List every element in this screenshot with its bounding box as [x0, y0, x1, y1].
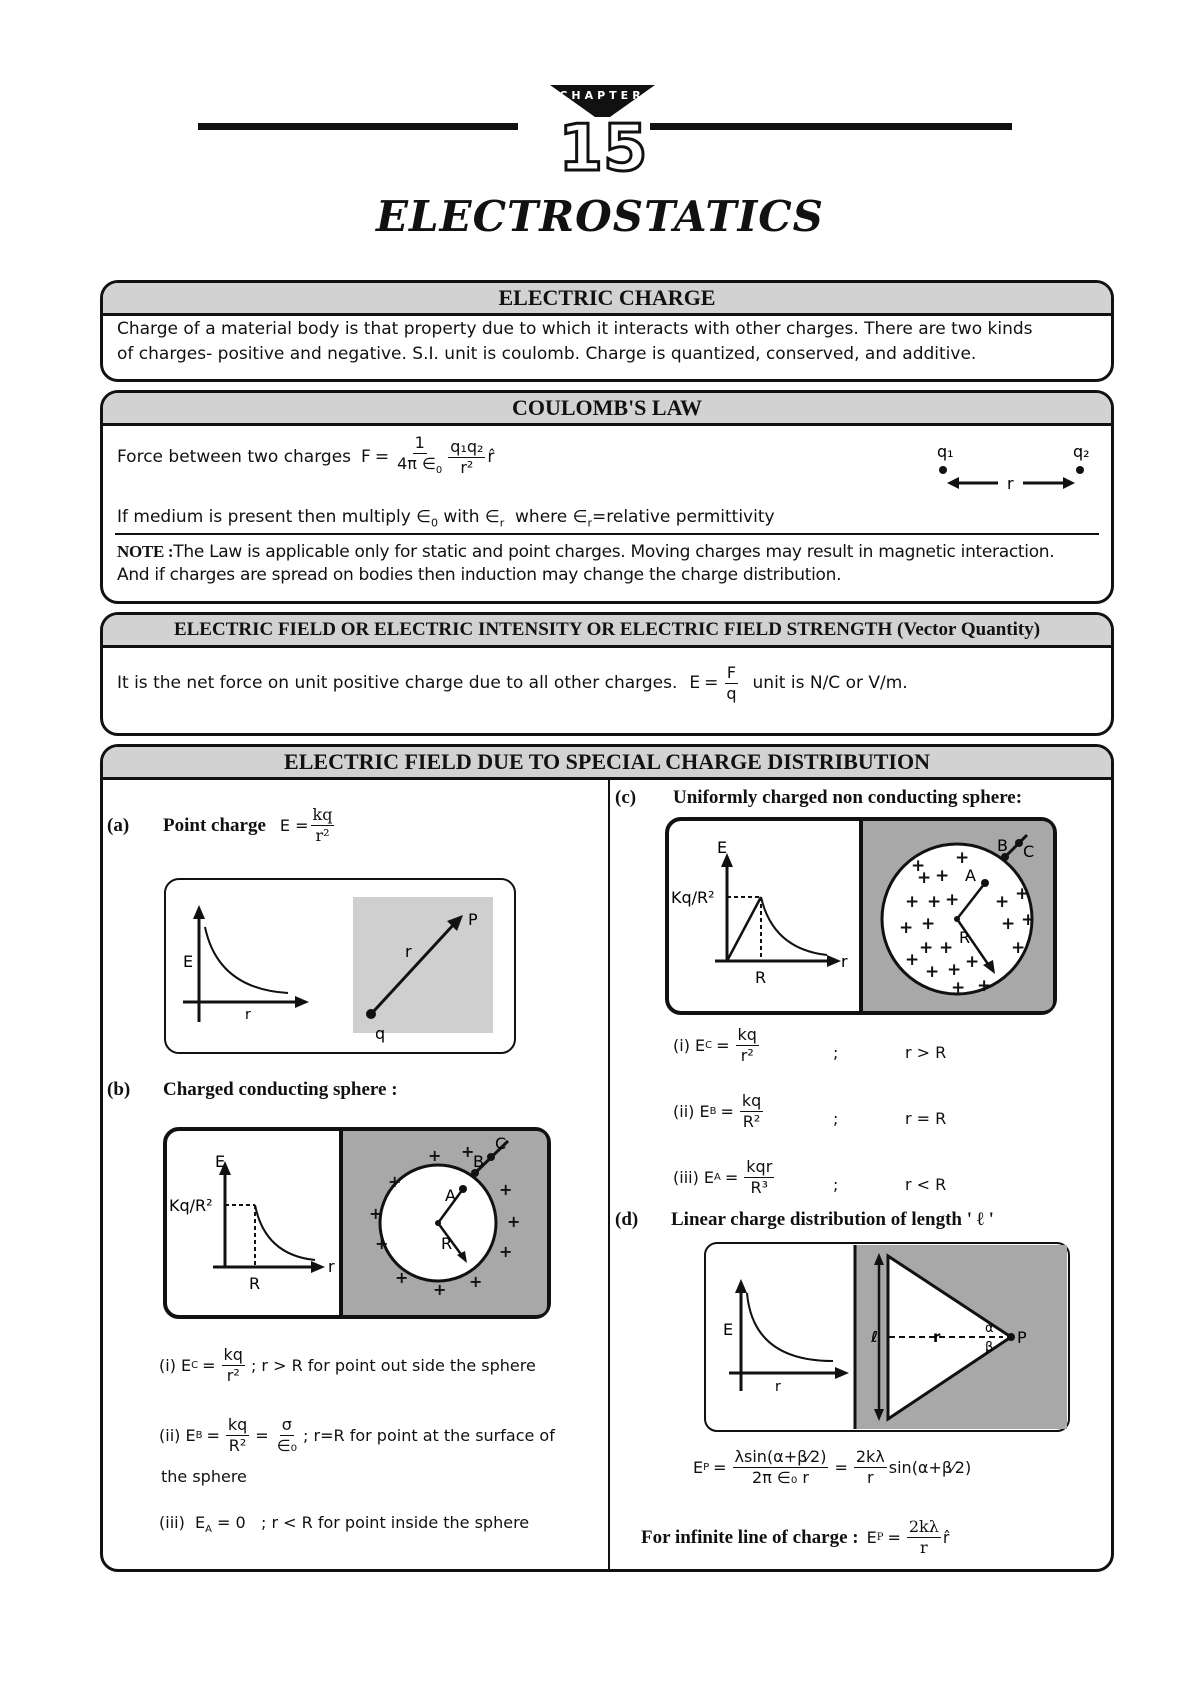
eq-frac [736, 1025, 759, 1066]
medium-sub: r [587, 516, 592, 530]
r-hat: r̂ [487, 446, 495, 467]
electric-field-heading [103, 615, 1111, 648]
eq-E: E [703, 1168, 715, 1187]
note-line2: And if charges are spread on bodies then induction may change the charge distribution. [117, 565, 842, 585]
field-heading-tag: (Vector Quantity) [897, 619, 1041, 640]
point-charge-figure [163, 877, 519, 1057]
axis-r: r [328, 1257, 335, 1276]
chapter-number: 15 [558, 112, 648, 185]
special-heading: ELECTRIC FIELD DUE TO SPECIAL CHARGE DISTRIBUTION [103, 747, 1111, 780]
eq-frac [854, 1447, 887, 1488]
eq-sub: C [191, 1360, 199, 1371]
eq-sign: = [713, 1458, 727, 1477]
frac-num: kqr [746, 1157, 773, 1176]
eq-sign: = [704, 673, 719, 693]
medium-d: =relative permittivity [592, 507, 775, 527]
frac-den: r² [460, 457, 474, 477]
note-line1 [117, 539, 1054, 565]
medium-a: If medium is present then multiply ∈ [117, 507, 431, 527]
coulomb-heading: COULOMB'S LAW [103, 393, 1111, 426]
eq-pre: (i) [159, 1356, 176, 1375]
frac-num: F [726, 663, 737, 682]
label-kq: Kq/R² [671, 888, 715, 907]
svg-text:+: + [995, 892, 1010, 912]
eq-sign: = [255, 1426, 269, 1445]
electric-field-box [100, 612, 1114, 736]
note-text1: The Law is applicable only for static and point charges. Moving charges may result in magnetic interaction. [173, 542, 1055, 562]
electric-charge-line2: of charges- positive and negative. S.I. unit is coulomb. Charge is quantized, conserved, and additive. [117, 344, 977, 364]
svg-text:+: + [939, 938, 954, 958]
eq-semi: ; [833, 1043, 839, 1062]
eq-sub: P [876, 1532, 884, 1543]
force-label: Force between two charges [117, 446, 352, 467]
field-heading-main: ELECTRIC FIELD OR ELECTRIC INTENSITY OR ELECTRIC FIELD STRENGTH [173, 619, 893, 640]
eq-sign: = [724, 1168, 739, 1187]
eq-tail: sin(α+β⁄2) [888, 1458, 972, 1477]
frac-num: kq [737, 1025, 757, 1044]
svg-text:+: + [1015, 884, 1030, 904]
field-text: It is the net force on unit positive charge due to all other charges. [117, 673, 678, 693]
c-eq-iii [673, 1157, 776, 1198]
label-C: C [1023, 842, 1035, 861]
title-a: Point charge [163, 814, 266, 836]
label-P: P [468, 910, 478, 929]
coulomb-diagram [923, 433, 1103, 503]
svg-text:+: + [1001, 914, 1016, 934]
eq-semi: ; [833, 1175, 839, 1194]
eq-sub: P [703, 1462, 710, 1473]
frac-num: 2kλ [855, 1447, 885, 1466]
frac-den: ∈₀ [276, 1436, 298, 1455]
eq-E: E [699, 1102, 710, 1121]
label-r: r [933, 1328, 941, 1346]
q1-label: q₁ [937, 442, 954, 461]
frac-num: q₁q₂ [450, 436, 484, 456]
svg-text:+: + [369, 1204, 383, 1223]
eq-E: E [695, 1036, 706, 1055]
frac-den: r² [315, 826, 330, 845]
r-label: r [1007, 474, 1014, 493]
svg-text:+: + [375, 1234, 389, 1253]
label-beta: β [985, 1340, 994, 1355]
eq-frac [226, 1415, 249, 1456]
eq-frac [222, 1345, 245, 1386]
q2-dot [1076, 466, 1084, 474]
eq-sign: = [202, 1356, 216, 1375]
frac-a [311, 805, 335, 846]
linear-charge-figure [703, 1241, 1073, 1435]
eq-frac [907, 1517, 941, 1558]
chapter-title: ELECTROSTATICS [376, 192, 824, 241]
frac-num: kq [312, 805, 333, 824]
svg-text:+: + [905, 950, 920, 970]
label-q: q [375, 1024, 386, 1043]
svg-text:+: + [911, 856, 926, 876]
label-r: r [405, 942, 412, 961]
label-l: ℓ [871, 1328, 879, 1346]
frac-num: kq [227, 1415, 248, 1434]
svg-text:+: + [499, 1180, 513, 1199]
b-eq-ii [159, 1415, 555, 1456]
eq-pre: (iii) [673, 1168, 699, 1187]
coulomb-formula [117, 433, 494, 481]
eq-E: E [693, 1458, 704, 1477]
d-eq [693, 1447, 971, 1488]
svg-text:+: + [899, 918, 914, 938]
eq-cond: ; r > R for point out side the sphere [250, 1356, 536, 1375]
svg-text:+: + [925, 962, 940, 982]
svg-text:+: + [507, 1212, 521, 1231]
svg-text:+: + [945, 890, 960, 910]
eq-sub: C [705, 1040, 713, 1051]
medium-line [117, 505, 775, 535]
eq-frac [740, 1091, 763, 1132]
chapter-badge [180, 75, 1060, 185]
electric-charge-heading: ELECTRIC CHARGE [103, 283, 1111, 316]
svg-text:+: + [1021, 910, 1036, 930]
svg-text:+: + [1011, 938, 1026, 958]
electric-charge-line1: Charge of a material body is that property due to which it interacts with other charges. There are two kinds [117, 319, 1033, 339]
label-kq: Kq/R² [169, 1196, 213, 1215]
svg-text:+: + [965, 952, 980, 972]
frac-num: kq [223, 1345, 243, 1364]
note-label: NOTE : [117, 542, 174, 561]
svg-text:+: + [947, 960, 962, 980]
svg-text:+: + [935, 866, 950, 886]
force-symbol: F [361, 446, 371, 467]
eq-sign: = [720, 1102, 734, 1121]
c-eq-ii [673, 1091, 765, 1132]
label-R: R [959, 928, 971, 947]
title-d: Linear charge distribution of length ' ℓ ' [671, 1209, 994, 1230]
frac-num: σ [281, 1415, 292, 1434]
eq-cond: ; r=R for point at the surface of [303, 1426, 555, 1445]
medium-c: where ∈ [515, 507, 588, 527]
frac-den: R² [742, 1112, 761, 1131]
divider [115, 533, 1099, 535]
eq-frac [744, 1157, 774, 1198]
eq-sign: = 0 [217, 1513, 246, 1532]
conducting-sphere-figure [163, 1127, 553, 1322]
infinite-line [641, 1517, 949, 1558]
special-box [100, 744, 1114, 1572]
title-c: Uniformly charged non conducting sphere: [673, 787, 1023, 808]
eq-E: E [185, 1426, 196, 1445]
svg-text:+: + [461, 1142, 475, 1161]
axis-r: r [841, 952, 848, 971]
svg-text:+: + [433, 1280, 447, 1299]
frac-num: 2kλ [908, 1517, 939, 1536]
svg-text:+: + [955, 848, 970, 868]
field-E: E [689, 673, 701, 693]
svg-text:+: + [921, 914, 936, 934]
tag-a: (a) [107, 815, 130, 836]
svg-text:+: + [919, 938, 934, 958]
frac-num: kq [741, 1091, 762, 1110]
label-A: A [445, 1186, 456, 1205]
frac-den: r² [226, 1366, 240, 1385]
eq-sign: = [374, 446, 390, 467]
tag-c: (c) [615, 787, 637, 808]
eq-pre: (i) [673, 1036, 690, 1055]
r-hat: r̂ [942, 1528, 950, 1547]
c-eq-i [673, 1025, 761, 1066]
label-B: B [473, 1152, 484, 1171]
medium-sub: r [499, 516, 505, 530]
eq-pre: (ii) [159, 1426, 181, 1445]
svg-text:+: + [977, 976, 992, 996]
eq-cond: r > R [905, 1043, 947, 1062]
eq-frac [733, 1447, 829, 1488]
eq-cond: r < R [905, 1175, 947, 1194]
axis-r: r [775, 1379, 781, 1395]
svg-text:+: + [905, 892, 920, 912]
eq-cond: r = R [905, 1109, 947, 1128]
point-charge-title [163, 805, 336, 846]
label-C: C [495, 1134, 507, 1153]
eq-pre: (iii) [159, 1513, 185, 1532]
frac-den: r² [740, 1046, 754, 1065]
field-def [117, 663, 908, 704]
label-R: R [441, 1234, 453, 1253]
axis-E: E [215, 1152, 226, 1171]
medium-b: with ∈ [443, 507, 500, 527]
axis-E: E [723, 1320, 734, 1339]
svg-text:+: + [469, 1272, 483, 1291]
eq-sub: A [205, 1524, 212, 1536]
eq-E: E [195, 1513, 206, 1532]
frac-den: r [920, 1538, 928, 1557]
frac-den: q [726, 684, 737, 703]
frac-num: 1 [414, 433, 425, 452]
axis-E: E [183, 952, 194, 971]
svg-text:+: + [927, 892, 942, 912]
svg-text:+: + [395, 1268, 409, 1287]
eq-pre: (ii) [673, 1102, 695, 1121]
eq-sign: = [887, 1528, 901, 1547]
medium-sub: 0 [431, 516, 438, 530]
frac-num: λsin(α+β⁄2) [734, 1447, 827, 1466]
b-eq-i [159, 1345, 536, 1386]
b-eq-iii [159, 1513, 529, 1535]
field-unit: unit is N/C or V/m. [752, 673, 908, 693]
eq-sub: A [714, 1172, 721, 1183]
label-P: P [1017, 1328, 1027, 1347]
svg-text:+: + [499, 1242, 513, 1261]
eq-sub: B [709, 1106, 717, 1117]
axis-r: r [245, 1007, 251, 1023]
eq-sub: B [195, 1430, 203, 1441]
coulomb-box [100, 390, 1114, 604]
eq-cond2: the sphere [161, 1467, 247, 1486]
label-B: B [997, 836, 1008, 855]
tag-b: (b) [107, 1079, 131, 1100]
eq-E: E [181, 1356, 192, 1375]
eq-sign: = [206, 1426, 220, 1445]
svg-text:+: + [428, 1146, 442, 1165]
label-alpha: α [985, 1321, 994, 1336]
electric-charge-box [100, 280, 1114, 382]
eq-frac [275, 1415, 299, 1456]
frac-den: R² [228, 1436, 247, 1455]
eq-sign: = [834, 1458, 848, 1477]
svg-text:+: + [917, 868, 932, 888]
eq-E: E [866, 1528, 877, 1547]
q1-dot [939, 466, 947, 474]
label-R: R [755, 968, 767, 987]
axis-E: E [717, 838, 728, 857]
title-b: Charged conducting sphere : [163, 1079, 398, 1100]
label-A: A [965, 866, 976, 885]
svg-text:+: + [951, 978, 966, 998]
svg-text:+: + [388, 1172, 402, 1191]
frac-den: 4π ∈ [397, 454, 436, 473]
eq-E: E = [279, 816, 309, 835]
tag-d: (d) [615, 1209, 639, 1230]
frac-den: r [867, 1468, 874, 1487]
frac-den: R³ [750, 1178, 769, 1197]
eq-sign: = [716, 1036, 730, 1055]
chapter-label: CHAPTER [559, 89, 645, 102]
field-frac [724, 663, 738, 704]
nonconducting-sphere-figure [665, 817, 1057, 1017]
frac-den: 2π ∈₀ r [752, 1468, 809, 1487]
eq-semi: ; [833, 1109, 839, 1128]
coulomb-frac-2 [448, 437, 485, 478]
inf-label: For infinite line of charge : [641, 1526, 859, 1548]
column-divider [608, 777, 610, 1569]
label-R: R [249, 1274, 261, 1293]
frac-den-sub: 0 [435, 465, 443, 477]
coulomb-frac-1 [395, 433, 444, 481]
eq-cond: ; r < R for point inside the sphere [260, 1513, 530, 1532]
q2-label: q₂ [1073, 442, 1090, 461]
